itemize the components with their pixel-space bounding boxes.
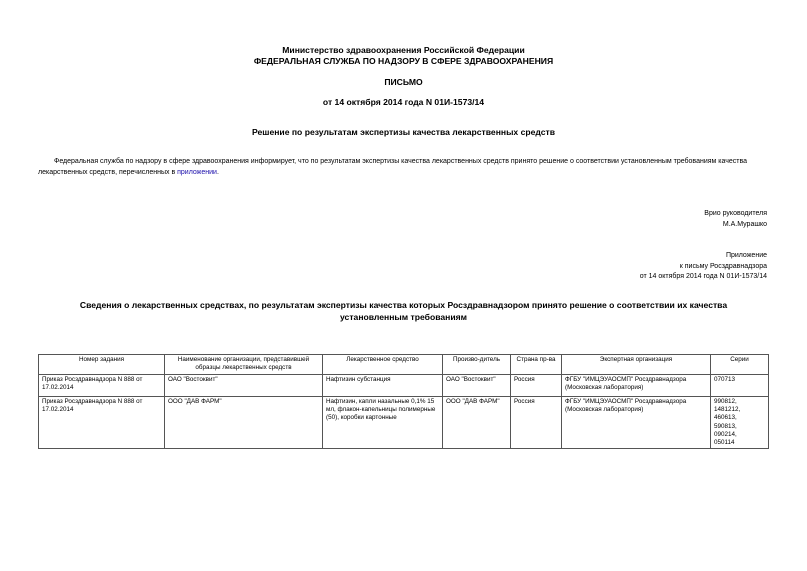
appendix-label: Приложение — [725, 252, 767, 259]
series-item: 590813, — [714, 422, 737, 430]
series-item: 990812, — [714, 398, 737, 405]
cell-manufacturer: ООО "ДАВ ФАРМ" — [443, 397, 511, 449]
cell-task: Приказ Росздравнадзора N 888 от 17.02.2014 — [39, 375, 165, 397]
body-paragraph — [38, 156, 768, 178]
series-item: 090214, — [714, 430, 737, 438]
cell-organization: ООО "ДАВ ФАРМ" — [165, 397, 323, 449]
appendix-reference — [640, 251, 767, 283]
col-header-country: Страна пр-ва — [511, 355, 562, 375]
cell-series — [711, 375, 769, 397]
cell-task: Приказ Росздравнадзора N 888 от 17.02.2014 — [39, 397, 165, 449]
series-item: 070713 — [714, 376, 736, 383]
col-header-task: Номер задания — [39, 355, 165, 375]
series-item: 1481212, — [714, 406, 741, 414]
signature-block — [704, 209, 767, 230]
appendix-date: от 14 октября 2014 года N 01И-1573/14 — [639, 273, 767, 280]
document-type: ПИСЬМО — [384, 77, 423, 87]
series-item: 050114 — [714, 439, 735, 447]
cell-manufacturer: ОАО "Востоквит" — [443, 375, 511, 397]
table-row — [39, 375, 769, 397]
cell-drug: Нафтизин субстанция — [323, 375, 443, 397]
service-name: ФЕДЕРАЛЬНАЯ СЛУЖБА ПО НАДЗОРУ В СФЕРЕ ЗДРАВООХРАНЕНИЯ — [253, 56, 554, 66]
appendix-link[interactable]: приложении — [177, 169, 217, 176]
col-header-organization: Наименование организации, представившей образцы лекарственных средств — [165, 355, 323, 375]
col-header-manufacturer: Произво-дитель — [443, 355, 511, 375]
col-header-series: Серии — [711, 355, 769, 375]
col-header-expert-org: Экспертная организация — [562, 355, 711, 375]
appendix-title: Сведения о лекарственных средствах, по результатам экспертизы качества которых Росздравнадзором принято решение о соответствии их качества — [79, 300, 728, 310]
appendix-letter-ref: к письму Росздравнадзора — [679, 262, 767, 270]
cell-country: Россия — [511, 397, 562, 449]
col-header-drug: Лекарственное средство — [323, 355, 443, 375]
cell-expert-org: ФГБУ "ИМЦЭУАОСМП" Росздравнадзора (Московская лаборатория) — [562, 397, 711, 449]
cell-organization: ОАО "Востоквит" — [165, 375, 323, 397]
cell-expert-org: ФГБУ "ИМЦЭУАОСМП" Росздравнадзора (Московская лаборатория) — [562, 375, 711, 397]
ministry-name: Министерство здравоохранения Российской Федерации — [282, 45, 525, 55]
table-row — [39, 397, 769, 449]
document-subject: Решение по результатам экспертизы качества лекарственных средств — [251, 127, 556, 137]
document-date: от 14 октября 2014 года N 01И-1573/14 — [322, 97, 485, 107]
body-text: Федеральная служба по надзору в сфере здравоохранения информирует, что по результатам экспертизы качества лекарственных средств принято решение о соответствии установленным требованиям качества лекарственных средств, перечисленных в — [38, 158, 748, 176]
drugs-table — [38, 354, 769, 449]
body-text-end: . — [216, 169, 219, 176]
appendix-title-cont: установленным требованиям — [339, 312, 467, 322]
cell-series — [711, 397, 769, 449]
series-item: 460613, — [714, 414, 737, 422]
cell-country: Россия — [511, 375, 562, 397]
signature-name: М.А.Мурашко — [722, 220, 767, 228]
signature-position: Врио руководителя — [704, 210, 767, 217]
cell-drug: Нафтизин, капли назальные 0,1% 15 мл, флакон-капельницы полимерные (50), коробки картонные — [323, 397, 443, 449]
table-header-row — [39, 355, 769, 375]
